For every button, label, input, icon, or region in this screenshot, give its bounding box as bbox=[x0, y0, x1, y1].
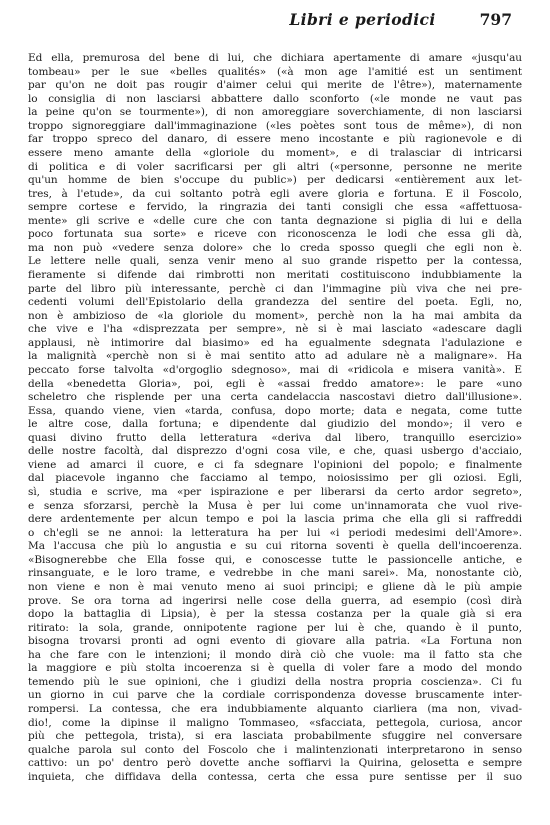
text-line: le altre cose, dalla fortuna; e dipendente dal giudizio del mondo»; il vero e bbox=[28, 418, 522, 431]
text-line: Ma l'accusa che più lo angustia e su cui ritorna soventi è quella dell'incoerenza. bbox=[28, 540, 522, 553]
text-line: qu'un homme de bien s'occupe du public») per dedicarsi «entièrement aux let- bbox=[28, 174, 522, 187]
text-line: prove. Se ora torna ad ingerirsi nelle cose della guerra, ad esempio (così dirà bbox=[28, 594, 522, 607]
text-line: sì, studia e scrive, ma «per ispirazione e per liberarsi da certo ardor segreto», bbox=[28, 486, 522, 498]
text-line: non viene e non è mai venuto meno ai suoi principi; e gliene dà le più ampie bbox=[28, 580, 522, 593]
text-line: o ch'egli se ne annoi: la letteratura ha per lui «i periodi medesimi dell'Amore». bbox=[28, 526, 522, 539]
text-line: che vive e l'ha «disprezzata per sempre», nè si è mai lasciato «adescare dagli bbox=[28, 323, 522, 336]
text-line: rinsanguate, e le loro trame, e vedrebbe in che mani sarei». Ma, nonostante ciò, bbox=[28, 567, 522, 580]
page-number: 797 bbox=[479, 10, 512, 29]
text-line: la maggiore e più stolta incoerenza si è quella di voler fare a modo del mondo bbox=[28, 662, 522, 675]
text-line: «Bisognerebbe che Ella fosse qui, e conoscesse tutte le passioncelle antiche, e bbox=[28, 553, 522, 566]
text-line: di politica e di voler sacrificarsi per gli altri («personne, personne ne merite bbox=[28, 160, 522, 173]
text-line: Le lettere nelle quali, senza venir meno al suo grande rispetto per la contessa, bbox=[28, 255, 522, 268]
text-line: Essa, quando viene, vien «tarda, confusa, dopo morte; data e negata, come tutte bbox=[28, 404, 522, 417]
text-line: peccato forse talvolta «d'orgoglio sdegnoso», mai di «ridicola e misera vanità». E bbox=[28, 363, 522, 376]
text-line: ritirato: la sola, grande, onnipotente ragione per lui è che, quando è il punto, bbox=[28, 621, 522, 634]
text-line: fieramente si difende dai rimbrotti non meritati costituiscono indubbiamente la bbox=[28, 269, 522, 281]
text-line: più che pettegola, trista), si era lasciata probabilmente sfuggire nel conversare bbox=[28, 730, 522, 743]
text-line: rompersi. La contessa, che era indubbiamente alquanto ciarliera (ma non, vivad- bbox=[28, 703, 522, 715]
text-line: ma non può «vedere senza dolore» che lo creda sposso quegli che egli non è. bbox=[28, 241, 522, 254]
text-line: cattivo: un po' dentro però dovette anche soffiarvi la Quirina, gelosetta e sempre bbox=[28, 757, 522, 770]
text-line: poco fortunata sua sorte» e riceve con riconoscenza le lodi che essa gli dà, bbox=[28, 228, 522, 241]
running-title: Libri e periodici bbox=[289, 10, 436, 29]
text-line: Ed ella, premurosa del bene di lui, che dichiara apertamente di amare «jusqu'au bbox=[28, 52, 522, 64]
text-line: bisogna trovarsi pronti ad ogni evento di giovare alla patria. «La Fortuna non bbox=[28, 635, 522, 648]
text-line: inquieta, che diffidava della contessa, certa che essa pure sentisse per il suo bbox=[28, 770, 522, 783]
text-line: tres, à l'etude», da cui soltanto potrà egli avere gloria e fortuna. E il Foscolo, bbox=[28, 187, 522, 200]
text-line: far troppo spreco del danaro, di essere meno incostante e più ragionevole e di bbox=[28, 133, 522, 146]
text-line: dopo la battaglia di Lipsia), è per la stessa costanza per la quale già si era bbox=[28, 608, 522, 621]
text-line: un giorno in cui parve che la cordiale corrispondenza dovesse bruscamente inter- bbox=[28, 689, 522, 702]
text-line: viene ad amarci il cuore, e ci fa sdegnare l'opinioni del popolo; e finalmente bbox=[28, 458, 522, 471]
text-line: sempre cortese e fervido, la ringrazia dei tanti consigli che essa «affettuosa- bbox=[28, 201, 522, 214]
text-line: dere ardentemente per alcun tempo e poi la lascia prima che ella gli si raffreddi bbox=[28, 513, 522, 526]
text-line: della «benedetta Gloria», poi, egli è «assai freddo amatore»: le pare «uno bbox=[28, 377, 522, 390]
text-line: la peine qu'on se tourmente»), di non amoreggiare soverchiamente, di non lasciarsi bbox=[28, 106, 522, 119]
text-line: tombeau» per le sue «belles qualités» («à mon age l'amitié est un sentiment bbox=[28, 65, 522, 78]
running-header bbox=[28, 10, 522, 32]
text-line: dio!, come la dipinse il maligno Tommaseo, «sfacciata, pettegola, curiosa, ancor bbox=[28, 716, 522, 729]
text-line: quasi divino frutto della letteratura «deriva dal libero, tranquillo esercizio» bbox=[28, 431, 522, 444]
text-line: mente» gli scrive e «delle cure che con tanta degnazione si piglia di lui e della bbox=[28, 214, 522, 227]
text-line: non è ambizioso de «la gloriole du moment», perchè non la ha mai ambita da bbox=[28, 309, 522, 322]
text-line: parte del libro più interessante, perchè ci dan l'immagine più viva che nei pre- bbox=[28, 282, 522, 295]
text-line: la malignità «perchè non si è mai sentito atto ad adulare nè a malignare». Ha bbox=[28, 350, 522, 363]
text-line: cedenti volumi dell'Epistolario della grandezza del sentire del poeta. Egli, no, bbox=[28, 296, 522, 309]
text-line: applausi, nè intimorire dal biasimo» ed ha egualmente sdegnata l'adulazione e bbox=[28, 336, 522, 349]
text-line: qualche parola sul conto del Foscolo che i malintenzionati interpretarono in senso bbox=[28, 743, 522, 756]
text-line: scheletro che risplende per una certa candelaccia nascostavi dietro dall'illusione». bbox=[28, 391, 522, 404]
text-line: troppo signoreggiare dall'immaginazione («les poètes sont tous de même»), di non bbox=[28, 119, 522, 132]
text-line: dal piacevole inganno che facciamo al tempo, noiosissimo per gli oziosi. Egli, bbox=[28, 472, 522, 485]
text-line: delle nostre facoltà, dal disprezzo d'ogni cosa vile, e che, quasi usbergo d'acciaio, bbox=[28, 445, 522, 458]
text-line: ha che fare con le intenzioni; il mondo dirà ciò che vuole: ma il fatto sta che bbox=[28, 648, 522, 661]
text-line: essere meno amante della «gloriole du moment», e di tralasciar di intricarsi bbox=[28, 146, 522, 159]
text-line: par qu'on ne doit pas rougir d'aimer celui qui merite de l'être»), maternamente bbox=[28, 79, 522, 92]
body-text bbox=[28, 52, 522, 784]
text-line: e senza sforzarsi, perchè la Musa è per lui come un'innamorata che vuol rive- bbox=[28, 499, 522, 512]
text-line: lo consiglia di non lasciarsi abbattere dallo sconforto («le monde ne vaut pas bbox=[28, 92, 522, 105]
text-line: temendo più le sue opinioni, che i giudizi della nostra propria coscienza». Ci fu bbox=[28, 675, 522, 688]
